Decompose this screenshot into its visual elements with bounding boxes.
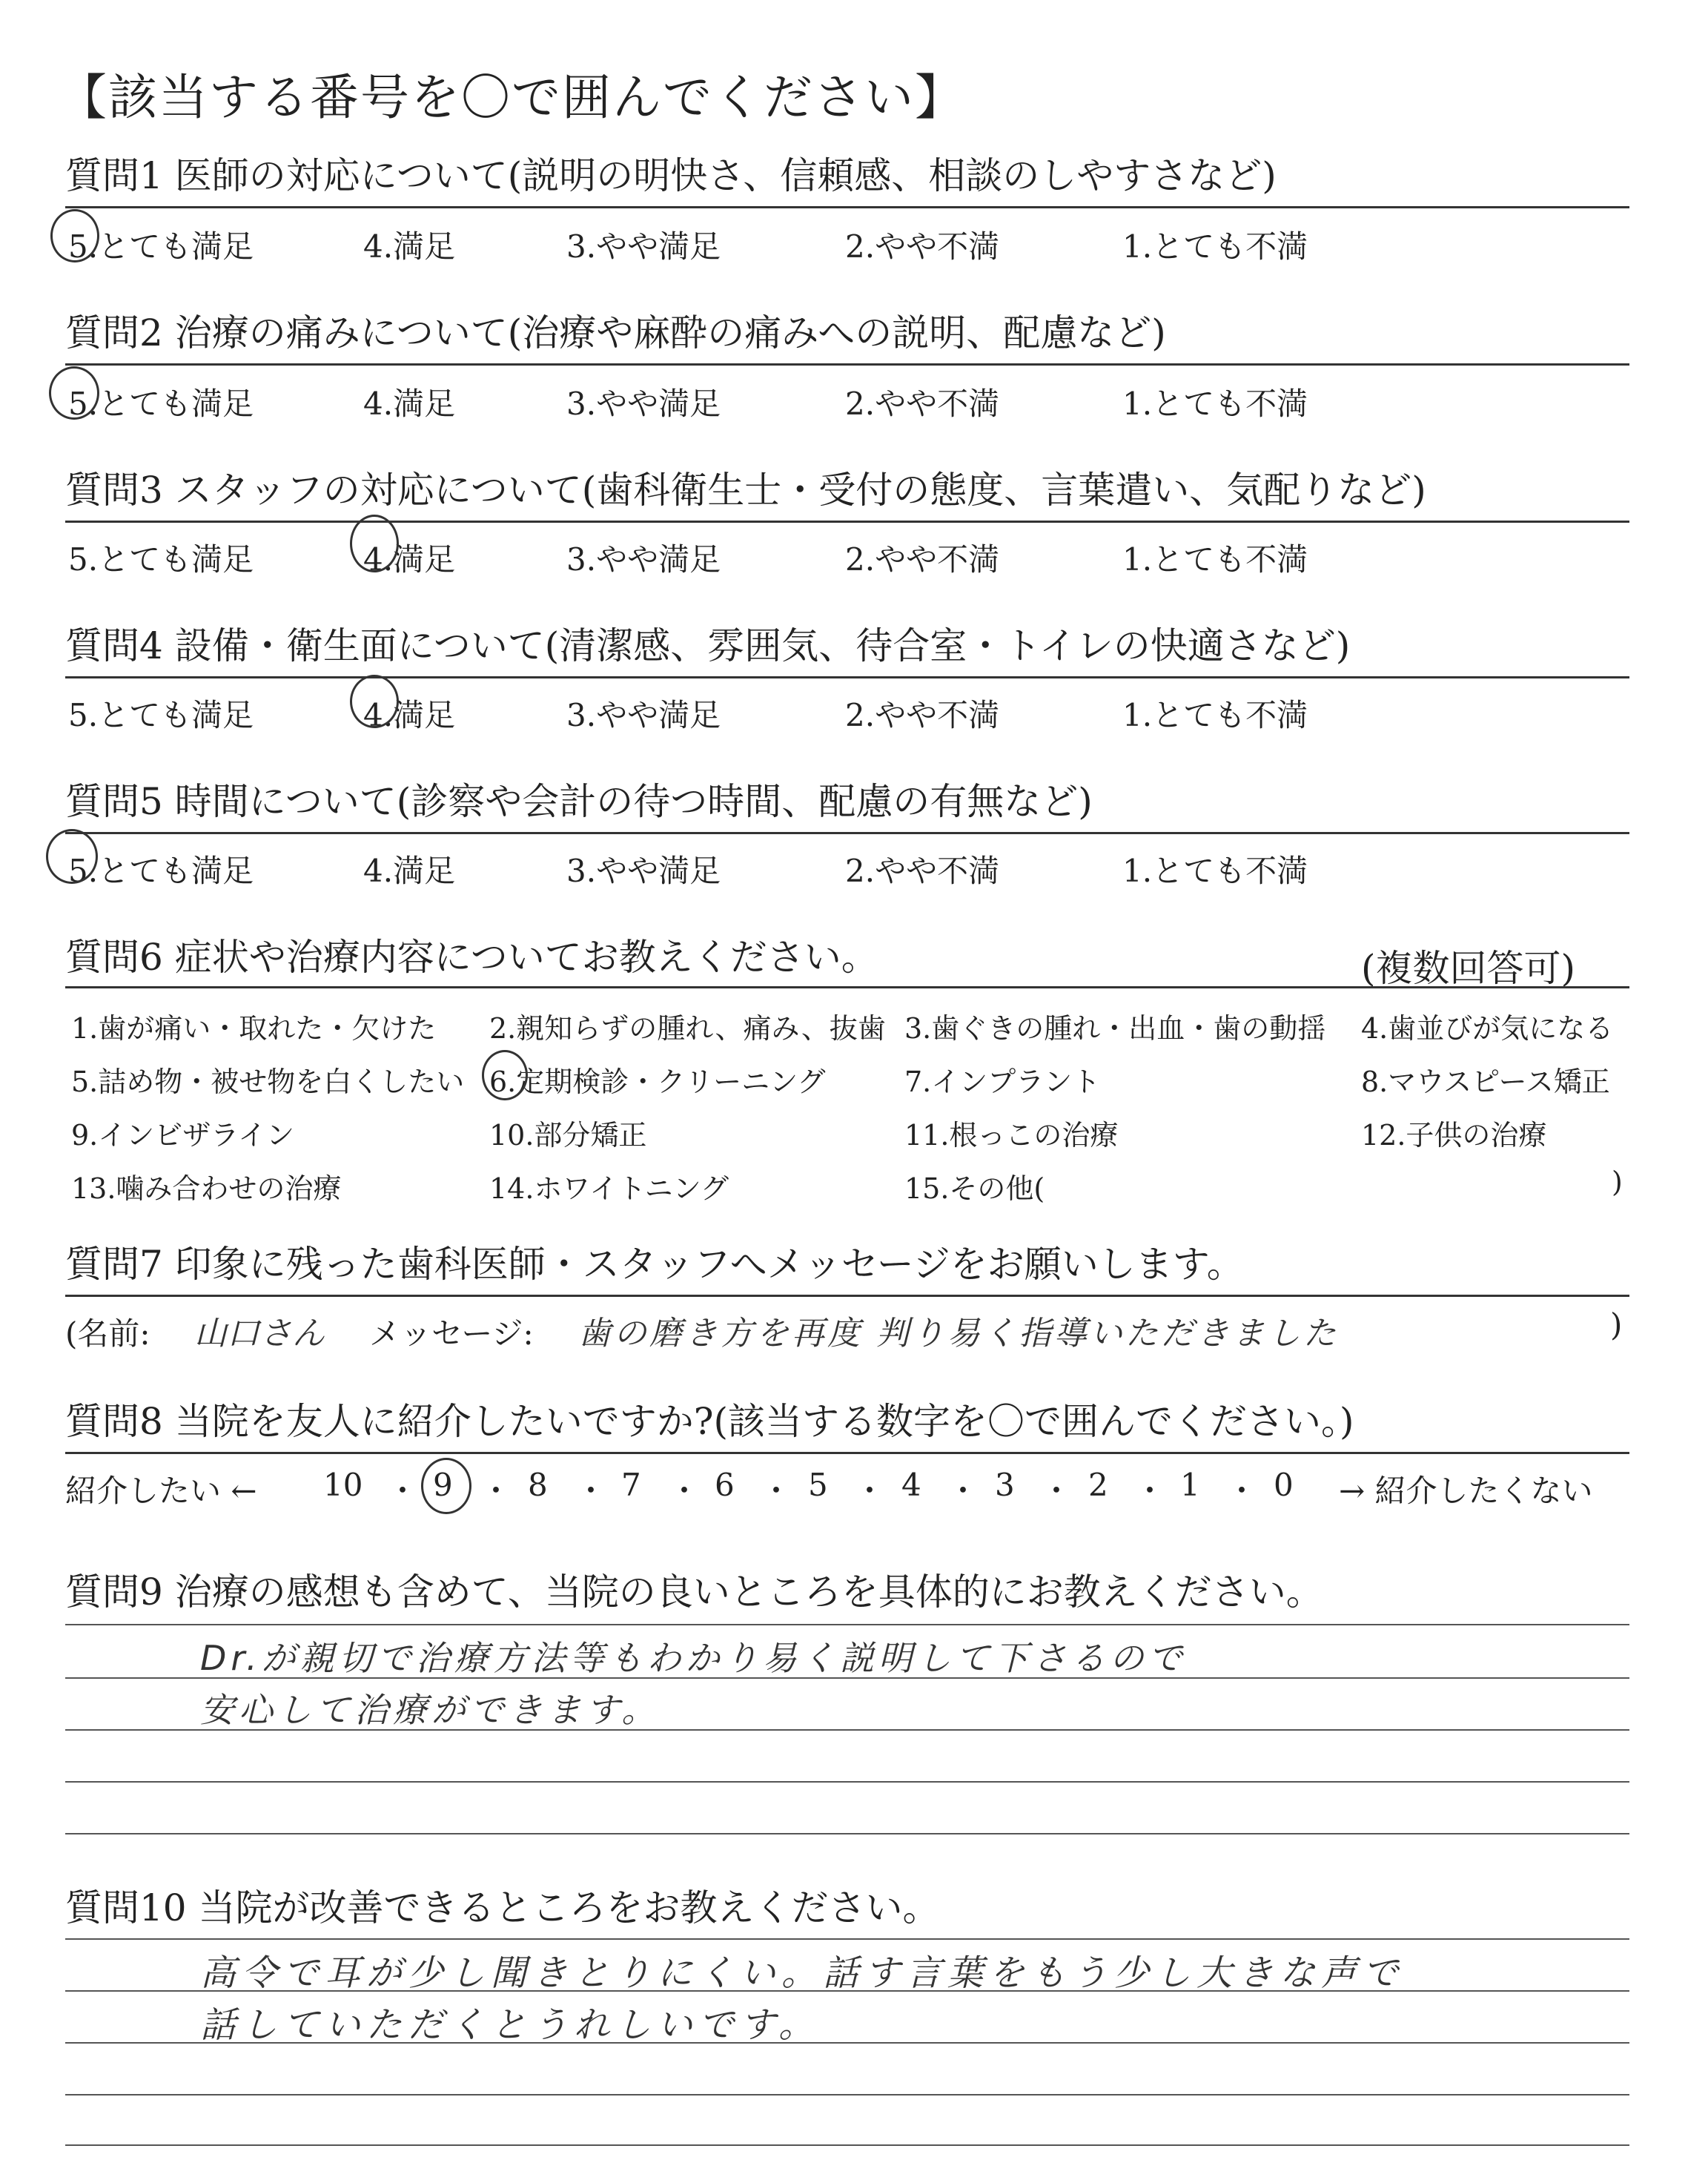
scale-dot: ・ (761, 1473, 792, 1509)
option-2[interactable]: 2.やや不満 (845, 853, 1000, 889)
answer-line (65, 1624, 1629, 1625)
option-4[interactable]: 4.満足 (363, 386, 456, 422)
question-4-title: 質問4 設備・衛生面について(清潔感、雰囲気、待合室・トイレの快適さなど) (65, 624, 1351, 667)
scale-dot: ・ (947, 1473, 979, 1509)
answer-line (65, 1938, 1629, 1940)
option-15-close: ) (1612, 1166, 1623, 1198)
question-8 (65, 1400, 1629, 1443)
option-4[interactable]: 4.歯並びが気になる (1361, 1012, 1614, 1045)
option-4[interactable]: 4.満足 (363, 228, 456, 265)
option-2[interactable]: 2.やや不満 (845, 228, 1000, 265)
option-9[interactable]: 9.インビザライン (71, 1119, 295, 1152)
option-12[interactable]: 12.子供の治療 (1361, 1119, 1547, 1152)
message-value[interactable]: 歯の磨き方を再度 判り易く指導いただきました (578, 1315, 1339, 1353)
option-6[interactable]: 6.定期検診・クリーニング (489, 1066, 826, 1098)
option-7[interactable]: 7.インプラント (904, 1066, 1101, 1098)
option-5[interactable]: 5.とても満足 (68, 697, 254, 733)
option-5[interactable]: 5.とても満足 (68, 386, 254, 422)
question-1-rule (65, 206, 1629, 208)
option-5[interactable]: 5.とても満足 (68, 541, 254, 578)
option-1[interactable]: 1.とても不満 (1122, 541, 1308, 578)
answer-line (65, 2094, 1629, 2095)
question-3-title: 質問3 スタッフの対応について(歯科衛生士・受付の態度、言葉遣い、気配りなど) (65, 469, 1426, 512)
scale-dot: ・ (1226, 1473, 1258, 1509)
selected-circle-mark (482, 1050, 528, 1100)
scale-dot: ・ (1041, 1473, 1073, 1509)
question-3 (65, 469, 1629, 512)
question-6-title: 質問6 症状や治療内容についてお教えください。 (65, 936, 878, 979)
question-9 (65, 1571, 1629, 1614)
option-1[interactable]: 1.とても不満 (1122, 697, 1308, 733)
option-5[interactable]: 5.詰め物・被せ物を白くしたい (71, 1066, 465, 1098)
scale-0[interactable]: 0 (1274, 1467, 1294, 1503)
option-4[interactable]: 4.満足 (363, 541, 456, 578)
question-5 (65, 780, 1629, 823)
scale-dot: ・ (1134, 1473, 1166, 1509)
question-7-title: 質問7 印象に残った歯科医師・スタッフへメッセージをお願いします。 (65, 1243, 1244, 1286)
selected-circle-mark (421, 1458, 471, 1514)
selected-circle-mark (350, 515, 399, 572)
question-2-rule (65, 363, 1629, 366)
option-1[interactable]: 1.とても不満 (1122, 386, 1308, 422)
message-label: メッセージ: (369, 1315, 534, 1352)
scale-1[interactable]: 1 (1180, 1467, 1200, 1503)
question-5-rule (65, 832, 1629, 834)
scale-dot: ・ (669, 1473, 701, 1509)
option-2[interactable]: 2.親知らずの腫れ、痛み、抜歯 (489, 1012, 886, 1045)
scale-9[interactable]: 9 (433, 1467, 453, 1503)
question-9-title: 質問9 治療の感想も含めて、当院の良いところを具体的にお教えください。 (65, 1571, 1323, 1614)
option-1[interactable]: 1.とても不満 (1122, 228, 1308, 265)
answer-text-line-2[interactable]: 安心して治療ができます。 (200, 1690, 661, 1730)
option-10[interactable]: 10.部分矯正 (489, 1119, 647, 1152)
question-6-rule (65, 986, 1629, 988)
scale-10[interactable]: 10 (323, 1467, 363, 1503)
scale-3[interactable]: 3 (995, 1467, 1015, 1503)
option-4[interactable]: 4.満足 (363, 697, 456, 733)
scale-dot: ・ (575, 1473, 607, 1509)
question-1-title: 質問1 医師の対応について(説明の明快さ、信頼感、相談のしやすさなど) (65, 154, 1277, 197)
question-2 (65, 311, 1629, 354)
answer-text-line-2[interactable]: 話していただくとうれしいです。 (200, 2004, 821, 2046)
scale-2[interactable]: 2 (1088, 1467, 1108, 1503)
question-8-title: 質問8 当院を友人に紹介したいですか?(該当する数字を〇で囲んでください。) (65, 1400, 1354, 1443)
name-label: (名前: (65, 1315, 150, 1352)
scale-7[interactable]: 7 (621, 1467, 641, 1503)
question-3-rule (65, 521, 1629, 523)
option-1[interactable]: 1.歯が痛い・取れた・欠けた (71, 1012, 437, 1045)
scale-right-label: → 紹介したくない (1339, 1473, 1593, 1509)
question-7 (65, 1243, 1629, 1286)
option-5[interactable]: 5.とても満足 (68, 853, 254, 889)
selected-circle-mark (49, 366, 99, 420)
question-10-title: 質問10 当院が改善できるところをお教えください。 (65, 1886, 940, 1929)
scale-dot: ・ (387, 1473, 419, 1509)
question-5-title: 質問5 時間について(診察や会計の待つ時間、配慮の有無など) (65, 780, 1093, 823)
option-13[interactable]: 13.噛み合わせの治療 (71, 1172, 342, 1205)
page-header: 【該当する番号を〇で囲んでください】 (58, 69, 965, 126)
question-8-rule (65, 1452, 1629, 1454)
option-3[interactable]: 3.やや満足 (566, 697, 721, 733)
answer-line (65, 1833, 1629, 1834)
scale-left-label: 紹介したい ← (65, 1473, 257, 1509)
question-7-rule (65, 1295, 1629, 1297)
answer-text-line-1[interactable]: 高令で耳が少し聞きとりにくい。話す言葉をもう少し大きな声で (200, 1952, 1405, 1994)
option-3[interactable]: 3.歯ぐきの腫れ・出血・歯の動揺 (904, 1012, 1326, 1045)
option-15[interactable]: 15.その他( (904, 1172, 1045, 1205)
question-4-rule (65, 676, 1629, 678)
scale-dot: ・ (480, 1473, 512, 1509)
question-2-title: 質問2 治療の痛みについて(治療や麻酔の痛みへの説明、配慮など) (65, 311, 1166, 354)
option-2[interactable]: 2.やや不満 (845, 697, 1000, 733)
answer-text-line-1[interactable]: Dr.が親切で治療方法等もわかり易く説明して下さるので (200, 1638, 1187, 1678)
question-10 (65, 1886, 1629, 1929)
option-2[interactable]: 2.やや不満 (845, 541, 1000, 578)
option-3[interactable]: 3.やや満足 (566, 386, 721, 422)
scale-5[interactable]: 5 (808, 1467, 828, 1503)
scale-dot: ・ (854, 1473, 886, 1509)
name-value[interactable]: 山口さん (194, 1315, 325, 1353)
option-8[interactable]: 8.マウスピース矯正 (1361, 1066, 1610, 1098)
question-4 (65, 624, 1629, 667)
scale-8[interactable]: 8 (528, 1467, 548, 1503)
option-4[interactable]: 4.満足 (363, 853, 456, 889)
answer-line (65, 1781, 1629, 1783)
message-close: ) (1610, 1307, 1623, 1343)
option-2[interactable]: 2.やや不満 (845, 386, 1000, 422)
answer-line (65, 2144, 1629, 2146)
selected-circle-mark (46, 829, 98, 884)
question-6-note: (複数回答可) (1361, 947, 1576, 990)
selected-circle-mark (350, 675, 399, 728)
question-1 (65, 154, 1629, 197)
option-14[interactable]: 14.ホワイトニング (489, 1172, 729, 1205)
option-3[interactable]: 3.やや満足 (566, 228, 721, 265)
option-3[interactable]: 3.やや満足 (566, 541, 721, 578)
option-11[interactable]: 11.根っこの治療 (904, 1119, 1119, 1152)
scale-4[interactable]: 4 (901, 1467, 921, 1503)
option-1[interactable]: 1.とても不満 (1122, 853, 1308, 889)
selected-circle-mark (50, 209, 99, 262)
option-5[interactable]: 5.とても満足 (68, 228, 254, 265)
scale-6[interactable]: 6 (715, 1467, 735, 1503)
option-3[interactable]: 3.やや満足 (566, 853, 721, 889)
